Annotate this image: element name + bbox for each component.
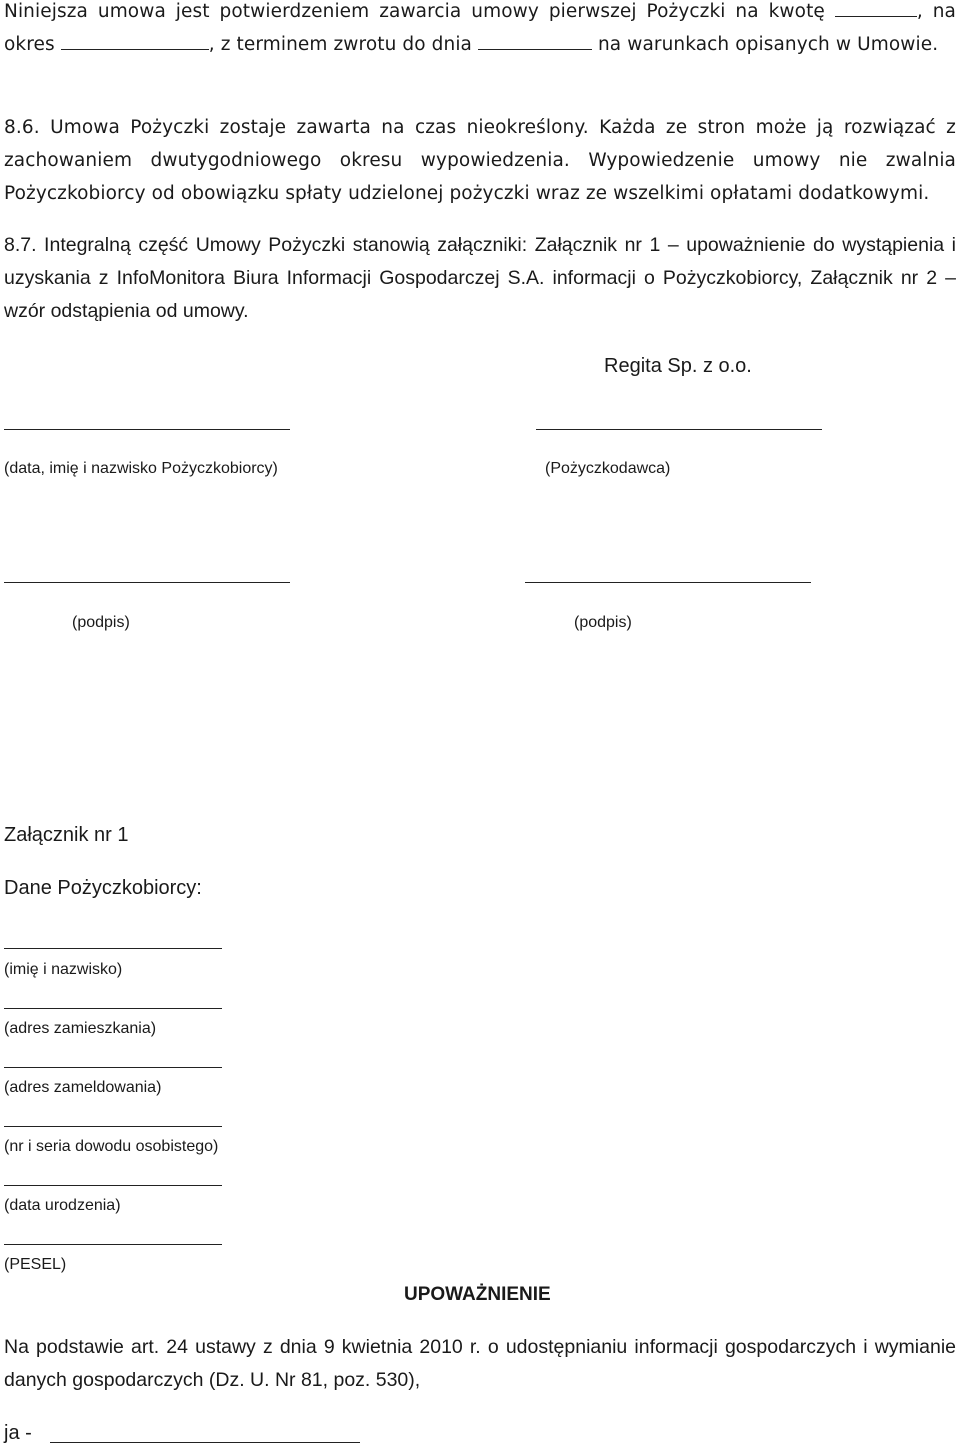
borrower-signature-caption: (podpis) [72,614,130,631]
field-line [4,1067,222,1068]
lender-caption: (Pożyczkodawca) [545,460,671,477]
lender-signature-caption: (podpis) [574,614,632,631]
annex-title: Załącznik nr 1 [4,824,129,846]
borrower-signature-line [4,582,290,583]
field-line [4,1185,222,1186]
field-caption-pesel: (PESEL) [4,1256,67,1273]
lender-name: Regita Sp. z o.o. [604,355,752,377]
period-blank-line [61,31,209,50]
due-date-blank-line [478,31,592,50]
field-line [4,1244,222,1245]
clause-8-7: 8.7. Integralną część Umowy Pożyczki stanowią załączniki: Załącznik nr 1 – upoważnienie do wystąpienia i uzyskania z InfoMonitora Biura Informacji Gospodarczej S.A. informacji o Pożyczkobiorcy, Załącznik nr 2 – wzór odstąpienia od umowy. [4,234,956,322]
field-caption-name: (imię i nazwisko) [4,961,123,978]
annex-subtitle: Dane Pożyczkobiorcy: [4,877,202,899]
borrower-data-line [4,429,290,430]
field-caption-registration: (adres zameldowania) [4,1079,162,1096]
field-caption-birth-date: (data urodzenia) [4,1197,121,1214]
clause-8-6: 8.6. Umowa Pożyczki zostaje zawarta na czas nieokreślony. Każda ze stron może ją rozwiązać z zachowaniem dwutygodniowego okresu wypowiedzenia. Wypowiedzenie umowy nie zwalnia Pożyczkobiorcy od obowiązku spłaty udzielonej pożyczki wraz ze wszelkimi opłatami dodatkowymi. [4,117,956,204]
authorization-text: Na podstawie art. 24 ustawy z dnia 9 kwietnia 2010 r. o udostępnianiu informacji gospodarczych i wymianie danych gospodarczych (Dz. U. Nr 81, poz. 530), [4,1336,956,1391]
borrower-caption: (data, imię i nazwisko Pożyczkobiorcy) [4,460,278,477]
field-line [4,1008,222,1009]
field-line [4,1126,222,1127]
field-caption-residence: (adres zamieszkania) [4,1020,157,1037]
amount-blank-line [835,0,917,17]
field-line [4,948,222,949]
intro-paragraph: Niniejsza umowa jest potwierdzeniem zawarcia umowy pierwszej Pożyczki na kwotę , na okres , z terminem zwrotu do dnia na warunkach opisanych w Umowie. [4,0,956,61]
lender-data-line [536,429,822,430]
authorization-heading: UPOWAŻNIENIE [404,1284,551,1305]
ja-label: ja - [4,1422,32,1444]
field-caption-id-card: (nr i seria dowodu osobistego) [4,1138,219,1155]
lender-signature-line [525,582,811,583]
ja-blank-line [50,1442,360,1443]
